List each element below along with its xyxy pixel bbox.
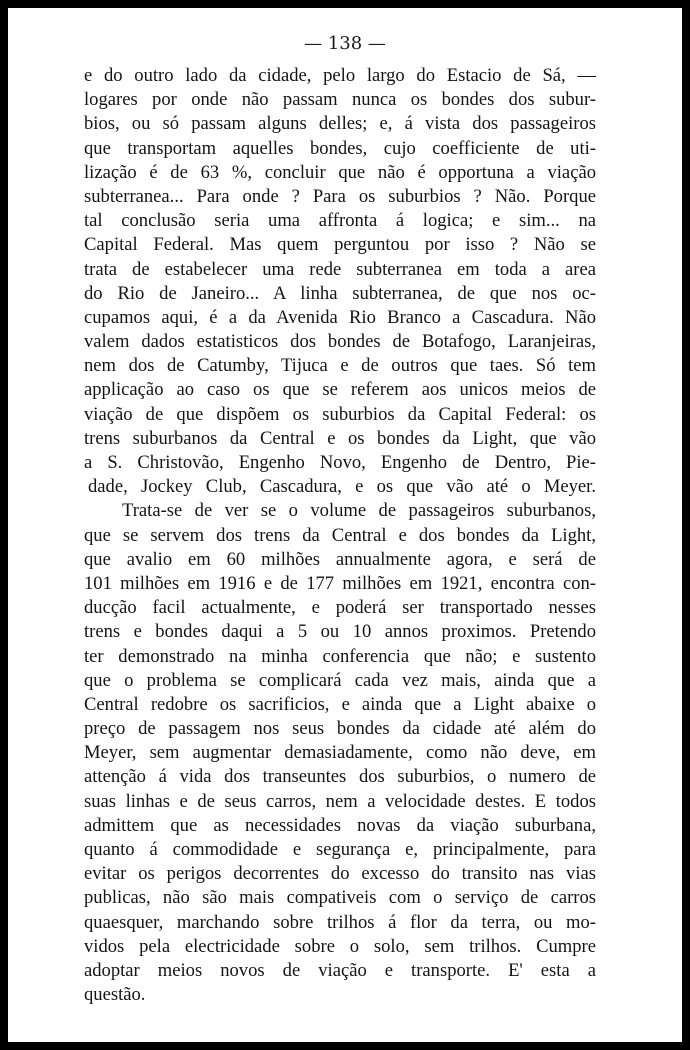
text-line: que avalio em 60 milhões annualmente agora, e será de (84, 548, 596, 570)
text-line: que transportam aquelles bondes, cujo coefficiente de uti- (84, 137, 596, 159)
text-line: adoptar meios novos de viação e transporte. E' esta a (84, 959, 596, 981)
text-line: tal conclusão seria uma affronta á logica; e sim... na (84, 210, 596, 232)
text-line: trens e bondes daqui a 5 ou 10 annos proximos. Pretendo (84, 621, 596, 643)
text-line: cupamos aqui, é a da Avenida Rio Branco a Cascadura. Não (84, 306, 596, 328)
text-line: quaesquer, marchando sobre trilhos á flor da terra, ou mo- (84, 911, 596, 933)
text-line: Central redobre os sacrificios, e ainda que a Light abaixe o (84, 693, 596, 715)
text-line: e do outro lado da cidade, pelo largo do Estacio de Sá, — (84, 65, 596, 86)
text-line: a S. Christovão, Engenho Novo, Engenho de Dentro, Pie- (84, 452, 596, 473)
text-line: valem dados estatisticos dos bondes de Botafogo, Laranjeiras, (84, 331, 596, 353)
book-page (8, 8, 682, 1042)
text-line: trens suburbanos da Central e os bondes da Light, que vão (84, 427, 596, 449)
text-line: ducção facil actualmente, e poderá ser transportado nesses (84, 597, 596, 619)
text-line: Meyer, sem augmentar demasiadamente, como não deve, em (84, 742, 596, 764)
text-line: suas linhas e de seus carros, nem a velocidade destes. E todos (84, 790, 596, 812)
text-line: questão. (84, 984, 146, 1006)
text-line: trata de estabelecer uma rede subterranea em toda a area (84, 258, 596, 280)
paragraph-1 (84, 64, 596, 499)
text-line: que o problema se complicará cada vez mais, ainda que a (84, 669, 596, 691)
text-line: lização é de 63 %, concluir que não é opportuna a viação (84, 161, 596, 183)
text-line: admittem que as necessidades novas da viação suburbana, (84, 814, 596, 836)
text-line: preço de passagem nos seus bondes da cidade até além do (84, 718, 596, 740)
text-line: subterranea... Para onde ? Para os suburbios ? Não. Porque (84, 185, 596, 207)
text-line: Capital Federal. Mas quem perguntou por isso ? Não se (84, 234, 596, 256)
text-line: attenção á vida dos transeuntes dos suburbios, o numero de (84, 766, 596, 788)
text-line: Trata-se de ver se o volume de passageiros suburbanos, (122, 500, 596, 522)
text-line: viação de que dispõem os suburbios da Capital Federal: os (84, 403, 596, 425)
text-line: nem dos de Catumby, Tijuca e de outros que taes. Só tem (84, 355, 596, 377)
text-line: bios, ou só passam alguns delles; e, á vista dos passageiros (84, 113, 596, 135)
text-line: dade, Jockey Club, Cascadura, e os que vão até o Meyer. (88, 476, 596, 498)
text-line: do Rio de Janeiro... A linha subterranea, de que nos oc- (84, 282, 596, 304)
text-line: quanto á commodidade e segurança e, principalmente, para (84, 839, 596, 860)
text-line: logares por onde não passam nunca os bondes dos subur- (84, 89, 596, 111)
text-line: 101 milhões em 1916 e de 177 milhões em 1921, encontra con- (84, 572, 596, 594)
text-line: ter demonstrado na minha conferencia que não; e sustento (84, 645, 596, 667)
text-line: publicas, não são mais compativeis com o serviço de carros (84, 887, 596, 909)
text-line: que se servem dos trens da Central e dos bondes da Light, (84, 524, 596, 546)
paragraph-2 (84, 499, 596, 1007)
body-text (84, 64, 596, 1007)
text-line: applicação ao caso os que se referem aos unicos meios de (84, 379, 596, 401)
text-line: evitar os perigos decorrentes do excesso do transito nas vias (84, 863, 596, 885)
page-number: — 138 — (304, 33, 386, 54)
text-line: vidos pela electricidade sobre o solo, sem trilhos. Cumpre (84, 935, 596, 957)
